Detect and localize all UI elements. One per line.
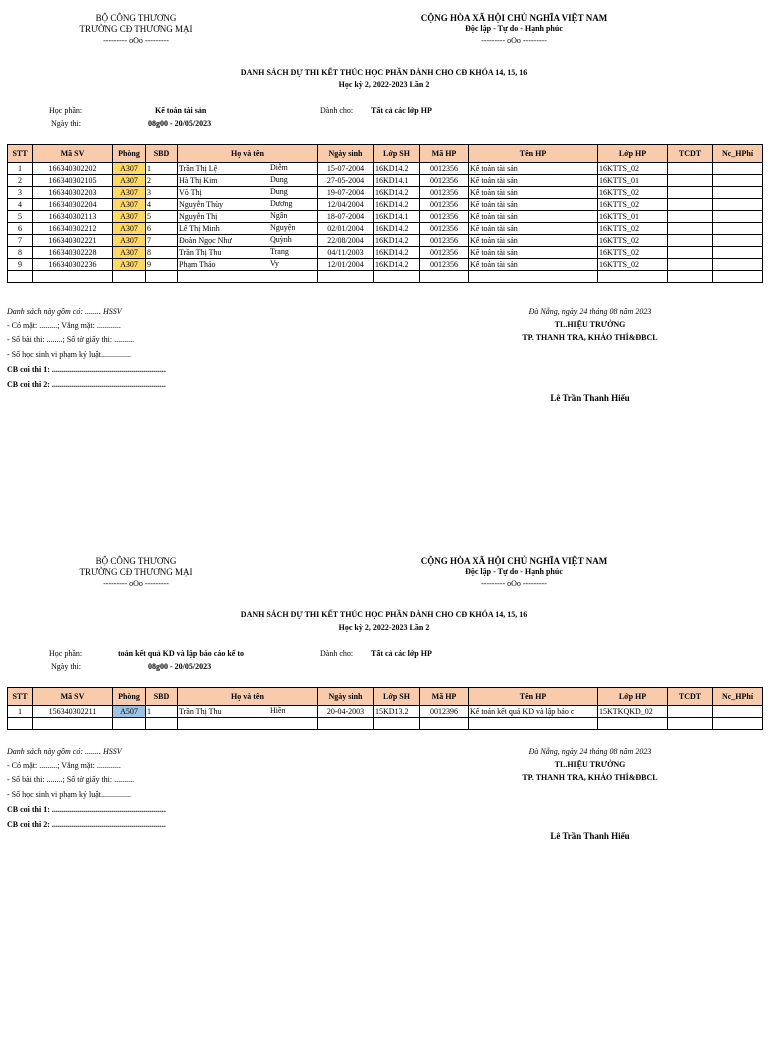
note-violations: - Số học sinh vi phạm kỷ luật............... bbox=[7, 350, 131, 359]
row-room: A307 bbox=[113, 211, 146, 223]
row-course-class: 16KTTS_02 bbox=[598, 235, 668, 247]
row-tcdt bbox=[668, 259, 713, 271]
row-last-name: Nguyễn Thùy bbox=[179, 200, 224, 209]
row-dob: 20-04-2003 bbox=[318, 706, 374, 718]
header-course-class: Lớp HP bbox=[598, 145, 668, 163]
row-fee bbox=[713, 247, 763, 259]
roster-table bbox=[7, 144, 763, 283]
empty-cell bbox=[113, 271, 146, 283]
row-course-code: 0012356 bbox=[420, 187, 469, 199]
empty-cell bbox=[318, 271, 374, 283]
row-course-name: Kế toán tài sản bbox=[469, 187, 598, 199]
row-fee bbox=[713, 211, 763, 223]
table-row bbox=[8, 175, 763, 187]
roster-body bbox=[8, 163, 763, 283]
row-course-name: Kế toán tài sản bbox=[469, 235, 598, 247]
row-stt: 1 bbox=[8, 163, 33, 175]
row-course-code: 0012356 bbox=[420, 175, 469, 187]
empty-cell bbox=[33, 718, 113, 730]
row-given-name: Vy bbox=[270, 259, 279, 268]
row-room: A307 bbox=[113, 247, 146, 259]
row-tcdt bbox=[668, 706, 713, 718]
signer-name: Lê Trần Thanh Hiếu bbox=[550, 393, 630, 403]
ministry-name: BỘ CÔNG THƯƠNG bbox=[95, 556, 177, 566]
note-papers: - Số bài thi: ........; Số tờ giấy thi: .......... bbox=[7, 335, 135, 344]
note-present: - Có mặt: .........; Vắng mặt: ............ bbox=[7, 761, 121, 770]
row-room: A307 bbox=[113, 187, 146, 199]
row-tcdt bbox=[668, 187, 713, 199]
row-full-name bbox=[178, 187, 318, 199]
national-motto: Độc lập - Tự do - Hạnh phúc bbox=[465, 567, 563, 576]
row-last-name: Trần Thị Thu bbox=[179, 707, 222, 716]
row-course-name: Kế toán tài sản bbox=[469, 223, 598, 235]
table-row bbox=[8, 259, 763, 271]
row-course-class: 15KTKQKD_02 bbox=[598, 706, 668, 718]
row-full-name bbox=[178, 247, 318, 259]
row-given-name: Quỳnh bbox=[270, 235, 292, 244]
row-student-id: 166340302202 bbox=[33, 163, 113, 175]
row-given-name: Nguyện bbox=[270, 223, 296, 232]
ornament-right: --------- oOo --------- bbox=[481, 36, 547, 45]
header-sbd: SBD bbox=[146, 145, 178, 163]
row-sbd: 3 bbox=[146, 187, 178, 199]
row-fee bbox=[713, 199, 763, 211]
row-course-class: 16KTTS_01 bbox=[598, 211, 668, 223]
note-present: - Có mặt: .........; Vắng mặt: ............ bbox=[7, 321, 121, 330]
empty-cell bbox=[420, 718, 469, 730]
row-full-name bbox=[178, 211, 318, 223]
row-fee bbox=[713, 187, 763, 199]
header-full-name: Họ và tên bbox=[178, 145, 318, 163]
row-course-code: 0012356 bbox=[420, 235, 469, 247]
header-stt: STT bbox=[8, 145, 33, 163]
row-sbd: 6 bbox=[146, 223, 178, 235]
row-sbd: 1 bbox=[146, 163, 178, 175]
proctor-1: CB coi thi 1: ......................................................... bbox=[7, 365, 166, 374]
row-class-sh: 16KD14.2 bbox=[374, 223, 420, 235]
row-class-sh: 16KD14.2 bbox=[374, 247, 420, 259]
empty-row bbox=[8, 271, 763, 283]
row-given-name: Dung bbox=[270, 175, 288, 184]
row-tcdt bbox=[668, 199, 713, 211]
header-room: Phòng bbox=[113, 145, 146, 163]
row-course-name: Kế toán tài sản bbox=[469, 259, 598, 271]
proctor-2: CB coi thi 2: ......................................................... bbox=[7, 380, 166, 389]
row-fee bbox=[713, 223, 763, 235]
header-full-name: Họ và tên bbox=[178, 688, 318, 706]
row-course-name: Kế toán tài sản bbox=[469, 247, 598, 259]
empty-cell bbox=[668, 271, 713, 283]
row-room: A507 bbox=[113, 706, 146, 718]
empty-cell bbox=[420, 271, 469, 283]
header-student-id: Mã SV bbox=[33, 688, 113, 706]
table-row bbox=[8, 199, 763, 211]
row-dob: 18-07-2004 bbox=[318, 211, 374, 223]
signer-name: Lê Trần Thanh Hiếu bbox=[550, 831, 630, 841]
row-full-name bbox=[178, 163, 318, 175]
row-student-id: 156340302211 bbox=[33, 706, 113, 718]
sign-role-1: TL.HIỆU TRƯỞNG bbox=[554, 320, 626, 329]
row-class-sh: 16KD14.2 bbox=[374, 199, 420, 211]
note-violations: - Số học sinh vi phạm kỷ luật............... bbox=[7, 790, 131, 799]
row-tcdt bbox=[668, 163, 713, 175]
header-room: Phòng bbox=[113, 688, 146, 706]
empty-cell bbox=[146, 271, 178, 283]
header-fee: Nc_HPhí bbox=[713, 688, 763, 706]
empty-cell bbox=[374, 718, 420, 730]
row-given-name: Ngân bbox=[270, 211, 288, 220]
table-row bbox=[8, 187, 763, 199]
row-last-name: Lê Thị Minh bbox=[179, 224, 220, 233]
header-class-sh: Lớp SH bbox=[374, 145, 420, 163]
row-class-sh: 16KD14.2 bbox=[374, 235, 420, 247]
row-room: A307 bbox=[113, 175, 146, 187]
row-stt: 1 bbox=[8, 706, 33, 718]
row-course-name: Kế toán tài sản bbox=[469, 199, 598, 211]
table-row bbox=[8, 235, 763, 247]
header-sbd: SBD bbox=[146, 688, 178, 706]
table-row bbox=[8, 706, 763, 718]
header-dob: Ngày sinh bbox=[318, 688, 374, 706]
header-row bbox=[8, 688, 763, 706]
national-motto: Độc lập - Tự do - Hạnh phúc bbox=[465, 24, 563, 33]
row-stt: 4 bbox=[8, 199, 33, 211]
empty-cell bbox=[668, 718, 713, 730]
row-student-id: 166340302221 bbox=[33, 235, 113, 247]
row-class-sh: 16KD14.1 bbox=[374, 175, 420, 187]
empty-cell bbox=[374, 271, 420, 283]
row-sbd: 4 bbox=[146, 199, 178, 211]
row-course-name: Kế toán tài sản bbox=[469, 211, 598, 223]
empty-cell bbox=[178, 718, 318, 730]
exam-sheet-2 bbox=[0, 543, 768, 1043]
row-dob: 15-07-2004 bbox=[318, 163, 374, 175]
roster-table bbox=[7, 687, 763, 730]
row-tcdt bbox=[668, 235, 713, 247]
table-row bbox=[8, 211, 763, 223]
row-course-class: 16KTTS_02 bbox=[598, 223, 668, 235]
date-label: Ngày thi: bbox=[51, 662, 81, 671]
course-value: toán kết quả KD và lập báo cáo kế to bbox=[118, 649, 245, 658]
row-tcdt bbox=[668, 223, 713, 235]
row-course-code: 0012356 bbox=[420, 163, 469, 175]
proctor-1: CB coi thi 1: ......................................................... bbox=[7, 805, 166, 814]
for-label: Dành cho: bbox=[320, 649, 354, 658]
roster-header bbox=[8, 688, 763, 706]
row-full-name bbox=[178, 259, 318, 271]
row-student-id: 166340302228 bbox=[33, 247, 113, 259]
roster-header bbox=[8, 145, 763, 163]
header-stt: STT bbox=[8, 688, 33, 706]
exam-sheet-1 bbox=[0, 0, 768, 500]
row-last-name: Nguyễn Thị bbox=[179, 212, 218, 221]
header-dob: Ngày sinh bbox=[318, 145, 374, 163]
sign-role-1: TL.HIỆU TRƯỞNG bbox=[554, 760, 626, 769]
row-stt: 5 bbox=[8, 211, 33, 223]
row-dob: 02/01/2004 bbox=[318, 223, 374, 235]
row-fee bbox=[713, 175, 763, 187]
row-sbd: 2 bbox=[146, 175, 178, 187]
row-stt: 2 bbox=[8, 175, 33, 187]
empty-cell bbox=[713, 271, 763, 283]
ornament-right: --------- oOo --------- bbox=[481, 579, 547, 588]
row-course-code: 0012356 bbox=[420, 223, 469, 235]
row-class-sh: 15KD13.2 bbox=[374, 706, 420, 718]
row-course-class: 16KTTS_02 bbox=[598, 199, 668, 211]
date-value: 08g00 - 20/05/2023 bbox=[148, 662, 212, 671]
row-fee bbox=[713, 163, 763, 175]
row-course-class: 16KTTS_02 bbox=[598, 163, 668, 175]
header-row bbox=[8, 145, 763, 163]
empty-row bbox=[8, 718, 763, 730]
row-dob: 22/08/2004 bbox=[318, 235, 374, 247]
row-room: A307 bbox=[113, 163, 146, 175]
document-title: DANH SÁCH DỰ THI KẾT THÚC HỌC PHẦN DÀNH CHO CĐ KHÓA 14, 15, 16 bbox=[240, 610, 528, 619]
row-given-name: Dung bbox=[270, 187, 288, 196]
row-room: A307 bbox=[113, 223, 146, 235]
header-course-class: Lớp HP bbox=[598, 688, 668, 706]
empty-cell bbox=[318, 718, 374, 730]
document-subtitle: Học kỳ 2, 2022-2023 Lần 2 bbox=[338, 80, 430, 89]
row-class-sh: 16KD14.2 bbox=[374, 187, 420, 199]
row-full-name bbox=[178, 175, 318, 187]
row-given-name: Trang bbox=[270, 247, 289, 256]
date-value: 08g00 - 20/05/2023 bbox=[148, 119, 212, 128]
row-last-name: Đoàn Ngọc Như bbox=[179, 236, 232, 245]
row-given-name: Dương bbox=[270, 199, 293, 208]
sign-role-2: TP. THANH TRA, KHẢO THÍ&ĐBCL bbox=[522, 333, 658, 342]
republic-title: CỘNG HÒA XÃ HỘI CHỦ NGHĨA VIỆT NAM bbox=[420, 13, 608, 23]
header-student-id: Mã SV bbox=[33, 145, 113, 163]
row-course-code: 0012356 bbox=[420, 211, 469, 223]
header-course-code: Mã HP bbox=[420, 688, 469, 706]
row-course-code: 0012356 bbox=[420, 199, 469, 211]
row-last-name: Trần Thị Thu bbox=[179, 248, 222, 257]
header-course-name: Tên HP bbox=[469, 145, 598, 163]
row-tcdt bbox=[668, 247, 713, 259]
empty-cell bbox=[8, 718, 33, 730]
header-class-sh: Lớp SH bbox=[374, 688, 420, 706]
document-subtitle: Học kỳ 2, 2022-2023 Lần 2 bbox=[338, 623, 430, 632]
row-fee bbox=[713, 259, 763, 271]
row-last-name: Trần Thị Lệ bbox=[179, 164, 218, 173]
empty-cell bbox=[113, 718, 146, 730]
roster-body bbox=[8, 706, 763, 730]
course-label: Học phần: bbox=[49, 649, 83, 658]
row-room: A307 bbox=[113, 259, 146, 271]
header-fee: Nc_HPhí bbox=[713, 145, 763, 163]
empty-cell bbox=[598, 271, 668, 283]
row-full-name bbox=[178, 199, 318, 211]
row-sbd: 7 bbox=[146, 235, 178, 247]
row-dob: 12/04/2004 bbox=[318, 199, 374, 211]
row-course-name: Kế toán kết quả KD và lập báo c bbox=[469, 706, 598, 718]
for-value: Tất cả các lớp HP bbox=[371, 106, 432, 115]
row-tcdt bbox=[668, 211, 713, 223]
header-course-code: Mã HP bbox=[420, 145, 469, 163]
row-sbd: 8 bbox=[146, 247, 178, 259]
place-date: Đà Nẵng, ngày 24 tháng 08 năm 2023 bbox=[528, 307, 652, 316]
row-tcdt bbox=[668, 175, 713, 187]
row-course-class: 16KTTS_01 bbox=[598, 175, 668, 187]
row-student-id: 166340302236 bbox=[33, 259, 113, 271]
row-last-name: Hà Thị Kim bbox=[179, 176, 218, 185]
row-sbd: 9 bbox=[146, 259, 178, 271]
course-value: Kế toán tài sản bbox=[155, 106, 207, 115]
table-row bbox=[8, 163, 763, 175]
ministry-name: BỘ CÔNG THƯƠNG bbox=[95, 13, 177, 23]
row-course-class: 16KTTS_02 bbox=[598, 247, 668, 259]
for-label: Dành cho: bbox=[320, 106, 354, 115]
row-course-class: 16KTTS_02 bbox=[598, 187, 668, 199]
row-student-id: 166340302204 bbox=[33, 199, 113, 211]
empty-cell bbox=[598, 718, 668, 730]
row-room: A307 bbox=[113, 235, 146, 247]
row-sbd: 1 bbox=[146, 706, 178, 718]
row-class-sh: 16KD14.2 bbox=[374, 259, 420, 271]
row-last-name: Phạm Thảo bbox=[179, 260, 216, 269]
row-course-code: 0012396 bbox=[420, 706, 469, 718]
empty-cell bbox=[178, 271, 318, 283]
empty-cell bbox=[469, 718, 598, 730]
row-dob: 12/01/2004 bbox=[318, 259, 374, 271]
row-room: A307 bbox=[113, 199, 146, 211]
note-total: Danh sách này gồm có: ........ HSSV bbox=[7, 307, 122, 316]
row-given-name: Hiền bbox=[270, 706, 286, 715]
row-student-id: 166340302212 bbox=[33, 223, 113, 235]
row-stt: 6 bbox=[8, 223, 33, 235]
header-tcdt: TCDT bbox=[668, 688, 713, 706]
republic-title: CỘNG HÒA XÃ HỘI CHỦ NGHĨA VIỆT NAM bbox=[420, 556, 608, 566]
row-full-name bbox=[178, 706, 318, 718]
for-value: Tất cả các lớp HP bbox=[371, 649, 432, 658]
row-fee bbox=[713, 706, 763, 718]
empty-cell bbox=[713, 718, 763, 730]
row-course-code: 0012356 bbox=[420, 259, 469, 271]
document-title: DANH SÁCH DỰ THI KẾT THÚC HỌC PHẦN DÀNH CHO CĐ KHÓA 14, 15, 16 bbox=[240, 68, 528, 77]
row-stt: 7 bbox=[8, 235, 33, 247]
empty-cell bbox=[469, 271, 598, 283]
date-label: Ngày thi: bbox=[51, 119, 81, 128]
row-course-name: Kế toán tài sản bbox=[469, 163, 598, 175]
row-student-id: 166340302105 bbox=[33, 175, 113, 187]
course-label: Học phần: bbox=[49, 106, 83, 115]
row-full-name bbox=[178, 223, 318, 235]
table-row bbox=[8, 223, 763, 235]
header-course-name: Tên HP bbox=[469, 688, 598, 706]
row-class-sh: 16KD14.1 bbox=[374, 211, 420, 223]
row-last-name: Võ Thị bbox=[179, 188, 202, 197]
row-course-name: Kế toán tài sản bbox=[469, 175, 598, 187]
row-stt: 9 bbox=[8, 259, 33, 271]
row-fee bbox=[713, 235, 763, 247]
row-stt: 8 bbox=[8, 247, 33, 259]
place-date: Đà Nẵng, ngày 24 tháng 08 năm 2023 bbox=[528, 747, 652, 756]
row-dob: 04/11/2003 bbox=[318, 247, 374, 259]
note-papers: - Số bài thi: ........; Số tờ giấy thi: .......... bbox=[7, 775, 135, 784]
ornament-left: --------- oOo --------- bbox=[103, 36, 169, 45]
ornament-left: --------- oOo --------- bbox=[103, 579, 169, 588]
school-name: TRƯỜNG CĐ THƯƠNG MẠI bbox=[79, 24, 193, 34]
row-course-code: 0012356 bbox=[420, 247, 469, 259]
row-class-sh: 16KD14.2 bbox=[374, 163, 420, 175]
row-full-name bbox=[178, 235, 318, 247]
school-name: TRƯỜNG CĐ THƯƠNG MẠI bbox=[79, 567, 193, 577]
empty-cell bbox=[33, 271, 113, 283]
row-given-name: Diễm bbox=[270, 163, 288, 172]
empty-cell bbox=[146, 718, 178, 730]
empty-cell bbox=[8, 271, 33, 283]
sign-role-2: TP. THANH TRA, KHẢO THÍ&ĐBCL bbox=[522, 773, 658, 782]
note-total: Danh sách này gồm có: ........ HSSV bbox=[7, 747, 122, 756]
row-stt: 3 bbox=[8, 187, 33, 199]
row-course-class: 16KTTS_02 bbox=[598, 259, 668, 271]
row-dob: 27-05-2004 bbox=[318, 175, 374, 187]
header-tcdt: TCDT bbox=[668, 145, 713, 163]
proctor-2: CB coi thi 2: ......................................................... bbox=[7, 820, 166, 829]
row-student-id: 166340302113 bbox=[33, 211, 113, 223]
table-row bbox=[8, 247, 763, 259]
row-dob: 19-07-2004 bbox=[318, 187, 374, 199]
row-student-id: 166340302203 bbox=[33, 187, 113, 199]
row-sbd: 5 bbox=[146, 211, 178, 223]
